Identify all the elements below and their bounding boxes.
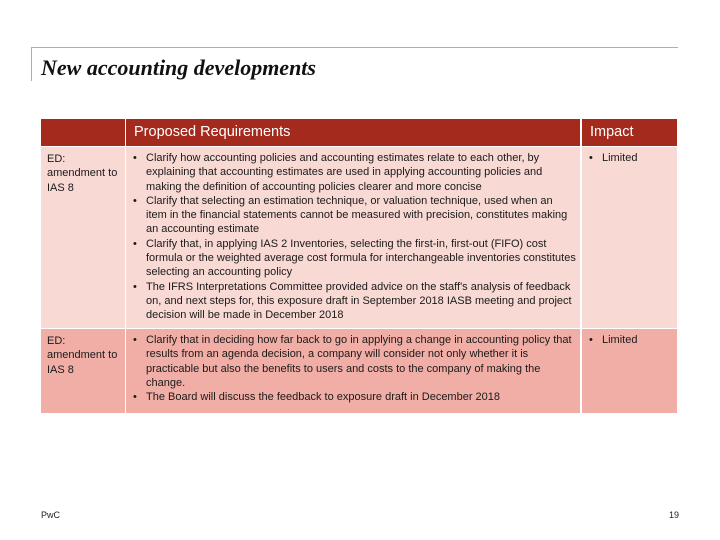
row-1-impact bbox=[582, 147, 677, 328]
row-2-impact bbox=[582, 329, 677, 413]
slide-title: New accounting developments bbox=[41, 55, 316, 80]
header-impact: Impact bbox=[582, 119, 677, 146]
frame-left-rule bbox=[31, 47, 32, 81]
header-requirements: Proposed Requirements bbox=[126, 119, 580, 146]
list-item: • Clarify that, in applying IAS 2 Inventories, selecting the first-in, first-out (FIFO) cost formula or the weighted average cost formula for interchangeable inventories constitutes selecting an accounting policy bbox=[130, 237, 576, 280]
row-2-impact-list bbox=[586, 333, 673, 347]
header-blank-cell bbox=[41, 119, 125, 146]
row-2-requirements bbox=[126, 329, 580, 413]
frame-top-rule bbox=[31, 47, 678, 48]
row-2-requirements-list bbox=[130, 333, 576, 404]
list-item: • Clarify how accounting policies and accounting estimates relate to each other, by explaining that accounting estimates are used in applying accounting policies and making the definition of accounting policies clearer and more concise bbox=[130, 151, 576, 194]
list-item: • Clarify that selecting an estimation technique, or valuation technique, used when an item in the financial statements cannot be measured with precision, constitutes making an accounting estimate bbox=[130, 194, 576, 237]
row-1-requirements bbox=[126, 147, 580, 328]
row-2-label: ED: amendment to IAS 8 bbox=[41, 329, 125, 413]
footer-brand: PwC bbox=[41, 510, 61, 520]
list-item: • The IFRS Interpretations Committee provided advice on the staff's analysis of feedback on, and next steps for, this exposure draft in September 2018 IASB meeting and project decision will be made in December 2018 bbox=[130, 280, 576, 323]
list-item: • Limited bbox=[586, 151, 673, 165]
list-item: • Limited bbox=[586, 333, 673, 347]
list-item: • The Board will discuss the feedback to exposure draft in December 2018 bbox=[130, 390, 576, 404]
list-item: • Clarify that in deciding how far back to go in applying a change in accounting policy that results from an agenda decision, a company will consider not only whether it is practicable but also the benefits to users and costs to the company of making the change. bbox=[130, 333, 576, 390]
row-1-impact-list bbox=[586, 151, 673, 165]
page-number: 19 bbox=[668, 510, 679, 520]
row-1-label: ED: amendment to IAS 8 bbox=[41, 147, 125, 328]
row-1-requirements-list bbox=[130, 151, 576, 323]
